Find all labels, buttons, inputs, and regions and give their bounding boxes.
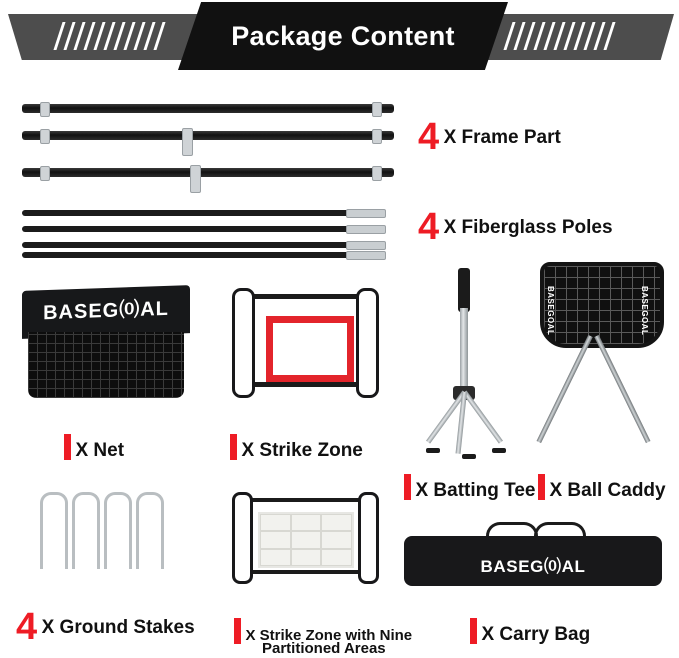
label-text-fiberglass-poles: X Fiberglass Poles bbox=[443, 217, 613, 238]
frame-bar-1 bbox=[22, 104, 394, 113]
label-ground-stakes bbox=[16, 608, 195, 646]
label-text-carry-bag: X Carry Bag bbox=[481, 624, 591, 645]
batting-tee-tube bbox=[458, 268, 470, 312]
pole-1 bbox=[22, 210, 354, 216]
strike-zone-nine-post-right bbox=[358, 492, 379, 584]
strike-zone-illustration bbox=[228, 288, 380, 400]
qty-frame-part: 4 bbox=[418, 116, 440, 158]
batting-tee-illustration bbox=[408, 268, 528, 458]
pole-3 bbox=[22, 242, 354, 248]
header-right-hatch-icon bbox=[508, 22, 611, 50]
batting-tee-foot-1 bbox=[492, 448, 506, 453]
frame-connector-4 bbox=[372, 129, 382, 144]
label-text-batting-tee: X Batting Tee bbox=[415, 480, 536, 501]
label-text-strike-zone-nine-line2: Partitioned Areas bbox=[262, 640, 386, 657]
label-frame-part bbox=[418, 118, 561, 156]
qty-net bbox=[64, 434, 71, 460]
qty-batting-tee bbox=[404, 474, 411, 500]
ball-caddy-illustration bbox=[524, 262, 670, 458]
strike-zone-nine-top-bar bbox=[245, 498, 361, 502]
ball-caddy-tag-right: BASEGOAL bbox=[640, 286, 649, 336]
label-net bbox=[64, 434, 124, 462]
strike-zone-target bbox=[266, 316, 354, 382]
strike-zone-nine-illustration bbox=[228, 492, 380, 584]
label-ball-caddy bbox=[538, 474, 666, 502]
pole-2 bbox=[22, 226, 354, 232]
label-text-ball-caddy: X Ball Caddy bbox=[549, 480, 666, 501]
frame-connector-6 bbox=[372, 166, 382, 181]
batting-tee-leg-2 bbox=[462, 391, 502, 444]
pole-tip-4 bbox=[346, 251, 386, 260]
ball-caddy-tag-left: BASEGOAL bbox=[546, 286, 555, 336]
strike-zone-nine-grid bbox=[258, 512, 354, 568]
page-title: Package Content bbox=[231, 20, 455, 51]
ground-stake-3 bbox=[104, 492, 132, 569]
ground-stake-2 bbox=[72, 492, 100, 569]
qty-ball-caddy bbox=[538, 474, 545, 500]
pole-tip-2 bbox=[346, 225, 386, 234]
strike-zone-post-right bbox=[356, 288, 379, 398]
strike-zone-top-bar bbox=[246, 294, 360, 299]
strike-zone-bottom-bar bbox=[246, 382, 360, 387]
ball-caddy-leg-2 bbox=[594, 335, 650, 443]
frame-bar-2 bbox=[22, 131, 394, 140]
pole-4 bbox=[22, 252, 354, 258]
qty-strike-zone bbox=[230, 434, 237, 460]
pole-tip-3 bbox=[346, 241, 386, 250]
frame-tee-joint-1 bbox=[182, 128, 193, 156]
qty-carry-bag bbox=[470, 618, 477, 644]
label-text-strike-zone-nine: X Strike Zone with Nine bbox=[245, 627, 413, 644]
ground-stake-1 bbox=[40, 492, 68, 569]
header-left-hatch-icon bbox=[58, 22, 161, 50]
header-banner bbox=[0, 0, 679, 74]
strike-zone-nine-bottom-bar bbox=[245, 570, 361, 574]
net-illustration bbox=[22, 288, 190, 400]
label-batting-tee bbox=[404, 474, 535, 502]
frame-bar-3 bbox=[22, 168, 394, 177]
label-carry-bag bbox=[470, 618, 590, 646]
ball-caddy-leg-1 bbox=[537, 335, 593, 443]
net-bag-brand-logo: BASEG⒪AL bbox=[43, 297, 169, 325]
qty-strike-zone-nine bbox=[234, 618, 241, 644]
label-strike-zone bbox=[230, 434, 363, 462]
frame-connector-5 bbox=[40, 166, 50, 181]
label-text-ground-stakes: X Ground Stakes bbox=[41, 617, 195, 638]
ground-stake-4 bbox=[136, 492, 164, 569]
net-mesh bbox=[28, 332, 184, 398]
strike-zone-nine-post-left bbox=[232, 492, 253, 584]
qty-fiberglass-poles: 4 bbox=[418, 206, 440, 248]
ground-stakes-illustration bbox=[40, 492, 180, 570]
carry-bag-brand-logo: BASEG⒪AL bbox=[480, 557, 586, 576]
strike-zone-post-left bbox=[232, 288, 255, 398]
frame-connector-2 bbox=[372, 102, 382, 117]
label-fiberglass-poles bbox=[418, 208, 613, 246]
frame-connector-3 bbox=[40, 129, 50, 144]
frame-tee-joint-2 bbox=[190, 165, 201, 193]
label-text-frame-part: X Frame Part bbox=[443, 127, 561, 148]
qty-ground-stakes: 4 bbox=[16, 606, 38, 648]
label-text-net: X Net bbox=[75, 440, 125, 461]
batting-tee-foot-2 bbox=[426, 448, 440, 453]
label-text-strike-zone: X Strike Zone bbox=[241, 440, 363, 461]
batting-tee-foot-3 bbox=[462, 454, 476, 459]
pole-tip-1 bbox=[346, 209, 386, 218]
carry-bag-illustration bbox=[404, 522, 662, 590]
frame-connector-1 bbox=[40, 102, 50, 117]
